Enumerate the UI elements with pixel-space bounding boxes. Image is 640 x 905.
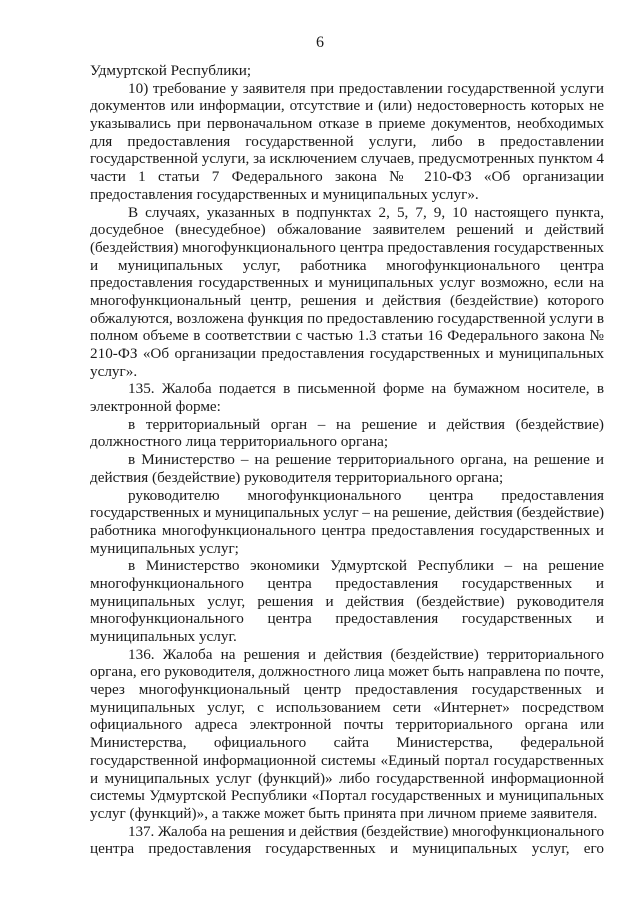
text-line: 136. Жалоба на решения и действия (бездействие) территориального [128, 645, 604, 663]
text-line: центра предоставления государственных и муниципальных услуг, его [90, 840, 604, 858]
text-line: 135. Жалоба подается в письменной форме на бумажном носителе, в [128, 380, 604, 398]
text-line: 210-ФЗ «Об организации предоставления государственных и муниципальных [90, 345, 604, 362]
text-line: многофункциональный центр, решения и действия (бездействие) которого [90, 291, 604, 309]
text-line: предоставления государственных и муниципальных услуг возможно, если на [90, 274, 604, 292]
text-line: должностного лица территориального органа; [90, 433, 389, 451]
text-line: в территориальный орган – на решение и действия (бездействие) [128, 415, 604, 433]
page-number: 6 [316, 34, 324, 51]
text-line: 10) требование у заявителя при предоставлении государственной услуги [128, 79, 604, 97]
text-line: государственной услуги, за исключением случаев, предусмотренных пунктом 4 [90, 150, 605, 168]
text-line: многофункционального центра предоставления государственных и [90, 610, 604, 628]
text-line: (бездействия) многофункционального центра предоставления государственных [90, 238, 604, 256]
text-line: и муниципальных услуг (функций)» либо государственной информационной [90, 769, 604, 787]
text-line: В случаях, указанных в подпунктах 2, 5, 7, 9, 10 настоящего пункта, [128, 203, 604, 221]
text-line: в Министерство – на решение территориального органа, на решение и [128, 451, 604, 469]
text-line: муниципальных услуг. [90, 628, 237, 645]
document-body [90, 62, 604, 858]
text-line: электронной форме: [90, 398, 221, 416]
text-line: и муниципальных услуг, работника многофункционального центра [90, 256, 604, 274]
text-line: для предоставления государственной услуги, либо в предоставлении [90, 132, 604, 150]
text-line: государственной информационной системы «Единый портал государственных [90, 751, 604, 769]
text-line: услуг (функций)», а также может быть принята при личном приеме заявителя. [90, 804, 598, 822]
text-line: системы Удмуртской Республики «Портал государственных и муниципальных [90, 787, 604, 805]
text-line: руководителю многофункционального центра предоставления [128, 486, 604, 504]
text-line: работника многофункционального центра предоставления государственных и [90, 521, 604, 539]
text-line: обжалуются, возложена функция по предоставлению государственной услуги в [90, 309, 604, 327]
text-line: Министерства, официального сайта Министерства, федеральной [90, 734, 604, 752]
text-line: указывались при первоначальном отказе в приеме документов, необходимых [90, 115, 604, 133]
text-line: документов или информации, отсутствие и (или) недостоверность которых не [90, 97, 604, 115]
text-line: в Министерство экономики Удмуртской Республики – на решение [128, 557, 604, 575]
text-line: официального адреса электронной почты территориального органа или [90, 716, 604, 734]
text-line: досудебное (внесудебное) обжалование заявителем решений и действий [90, 221, 604, 239]
text-line: предоставления государственных и муниципальных услуг». [90, 185, 479, 203]
text-line: действия (бездействие) руководителя территориального органа; [90, 468, 504, 486]
text-line: полном объеме в соответствии с частью 1.3 статьи 16 Федерального закона № [90, 327, 604, 345]
text-line: государственных и муниципальных услуг – на решение, действия (бездействие) [90, 504, 604, 522]
text-line: услуг». [90, 362, 138, 380]
text-line: части 1 статьи 7 Федерального закона № 210-ФЗ «Об организации [90, 168, 604, 186]
text-line: муниципальных услуг, с использованием сети «Интернет» посредством [90, 698, 604, 716]
text-line: многофункционального центра предоставления государственных и [90, 574, 604, 592]
text-line: муниципальных услуг, решения и действия (бездействие) руководителя [90, 592, 604, 610]
text-line: 137. Жалоба на решения и действия (бездействие) многофункционального [128, 822, 604, 840]
text-line: через многофункциональный центр предоставления государственных и [90, 681, 604, 699]
text-line: муниципальных услуг; [90, 539, 239, 557]
text-line: Удмуртской Республики; [90, 62, 252, 79]
text-line: органа, его руководителя, должностного лица может быть направлена по почте, [90, 663, 604, 681]
